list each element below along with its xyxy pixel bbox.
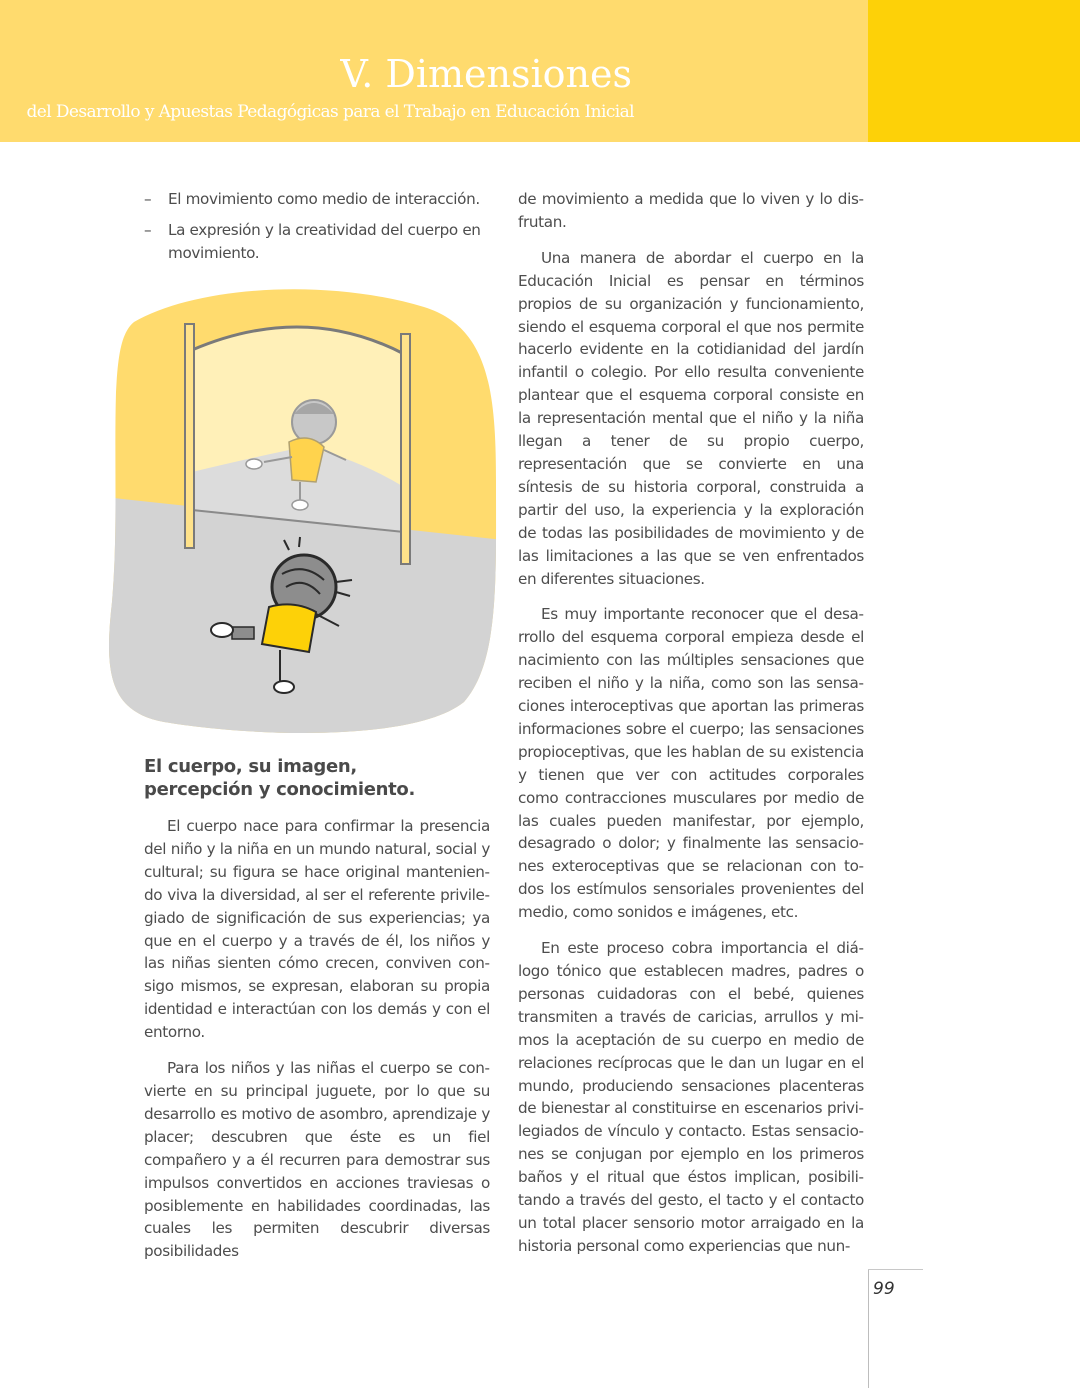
chapter-title: V. Dimensiones: [340, 52, 632, 96]
header-accent-block: [868, 0, 1080, 142]
dash-bullet-icon: –: [144, 220, 152, 239]
body-paragraph: El cuerpo nace para confirmar la presencia del niño y la niña en un mundo natural, social y cultural; su figura se hace original manteniendo viva la diversidad, al ser el referente privilegiado de significación de sus experiencias; ya que en el cuerpo y a través de él, los niños y las niñas sienten cómo crecen, conviven consigo mismos, se expresan, elaboran su propia identidad e interactúan con los demás y con el entorno.: [144, 817, 490, 1042]
section-heading-line: El cuerpo, su imagen,: [144, 756, 357, 777]
section-heading: [144, 755, 490, 801]
page-number-rule-vertical: [868, 1270, 869, 1388]
dash-bullet-icon: –: [144, 190, 152, 208]
right-column-body: [518, 188, 864, 1271]
page-number: 99: [873, 1279, 895, 1299]
body-paragraph-continued: de movimiento a medida que lo viven y lo disfrutan.: [518, 190, 864, 231]
body-paragraph: Para los niños y las niñas el cuerpo se convierte en su principal juguete, por lo que su desarrollo es motivo de asombro, aprendizaje y placer; descubren que éste es un fiel compañero y a él recurren para demostrar sus impulsos convertidos en acciones traviesas o posiblemente en habilidades coordinadas, las cuales les permiten descubrir diversas posibilidades: [144, 1059, 490, 1261]
page-number-rule-horizontal: [868, 1269, 923, 1270]
body-paragraph: En este proceso cobra importancia el diálogo tónico que establecen madres, padres o personas cuidadoras con el bebé, quienes transmiten a través de caricias, arrullos y mimos la aceptación de su cuerpo en medio de relaciones recíprocas que le dan un lugar en el mundo, produciendo sensaciones placenteras de bienestar al constituirse en escenarios privilegiados de vínculo y contacto. Estas sensaciones se conjugan por ejemplo en los primeros baños y el ritual que éstos implican, posibilitando a través del gesto, el tacto y el contacto un total placer sensorio motor arraigado en la historia personal como experiencias que nun-: [518, 939, 864, 1255]
body-paragraph: Es muy importante reconocer que el desarrollo del esquema corporal empieza desde el nacimiento con las múltiples sensaciones que reciben el niño y la niña, como son las sensaciones interoceptivas que aportan las primeras informaciones sobre el cuerpo; las sensaciones propioceptivas, que les hablan de su existencia y tienen que ver con actitudes corporales como contracciones musculares por medio de las cuales pueden manifestar, por ejemplo, desagrado o dolor; y finalmente las sensaciones exteroceptivas que se relacionan con todos los estímulos sensoriales provenientes del medio, como sonidos e imágenes, etc.: [518, 605, 864, 922]
bullet-text: El movimiento como medio de interacción.: [168, 190, 480, 208]
bullet-item: [144, 188, 490, 211]
bullet-text: La expresión y la creatividad del cuerpo en movimiento.: [168, 220, 481, 262]
section-heading-line: percepción y conocimiento.: [144, 779, 416, 800]
chapter-subtitle: del Desarrollo y Apuestas Pedagógicas para el Trabajo en Educación Inicial: [26, 102, 634, 122]
left-column-top: [144, 188, 490, 273]
illustration-scene: [104, 282, 504, 740]
left-column-body: [144, 815, 490, 1276]
chapter-header: [0, 0, 868, 142]
bullet-item: [144, 219, 490, 265]
mirror-illustration: [104, 282, 504, 740]
body-paragraph: Una manera de abordar el cuerpo en la Educación Inicial es pensar en términos propios de su organización y funcionamiento, siendo el esquema corporal el que nos permite hacerlo evidente en la cotidianidad del jardín infantil o colegio. Por ello resulta conveniente plantear que el esquema corporal consiste en la representación mental que el niño y la niña llegan a tener de su propio cuerpo, representación que se convierte en una síntesis de su historia corporal, construida a partir del uso, la experiencia y la exploración de todas las posibilidades de movimiento y de las limitaciones a las que se ven enfrentados en diferentes situaciones.: [518, 248, 864, 588]
